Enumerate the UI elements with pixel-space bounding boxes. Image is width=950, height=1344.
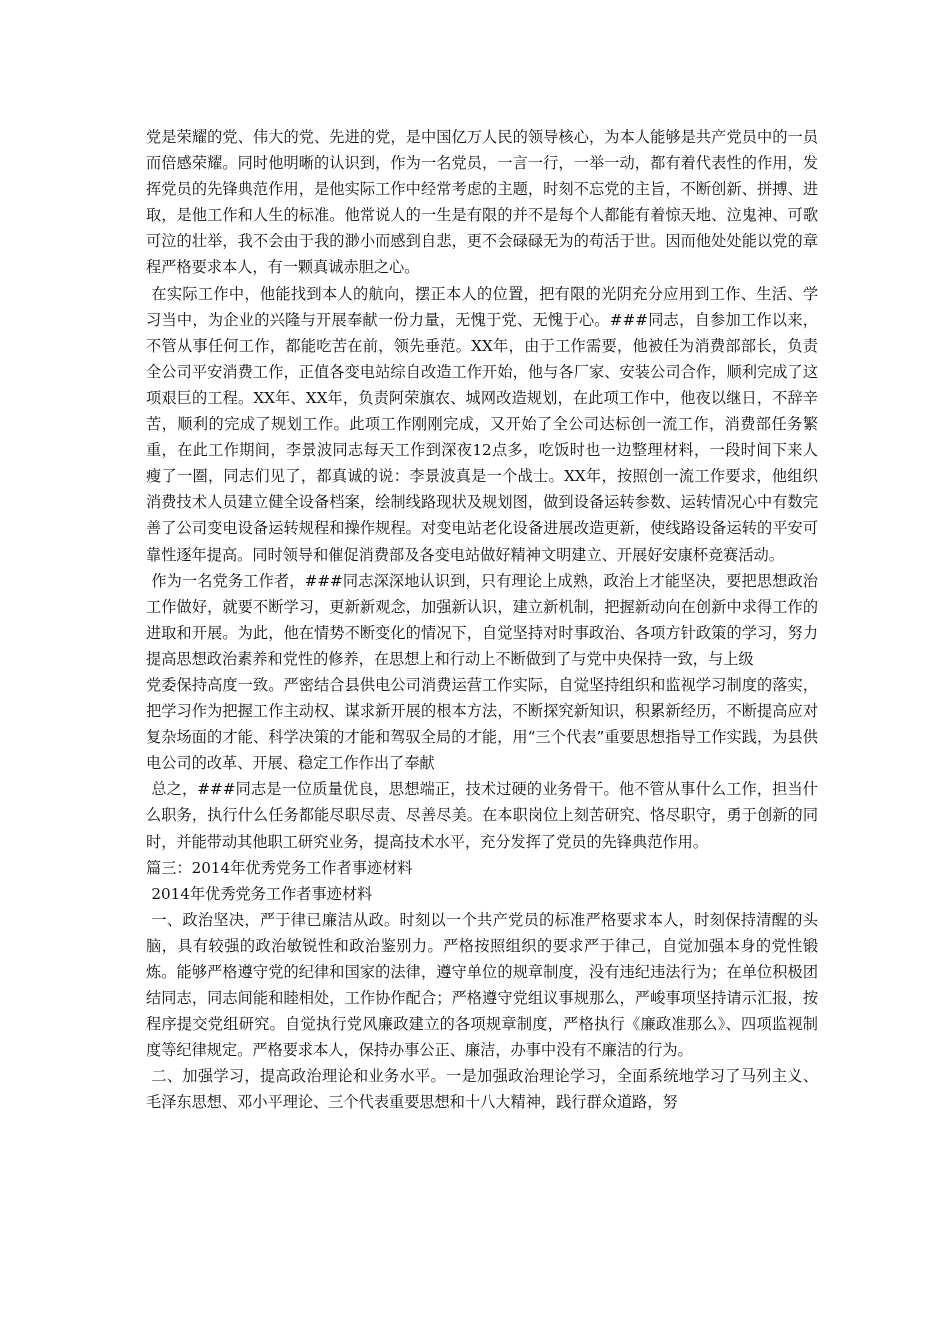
paragraph-point-two: 二、加强学习，提高政治理论和业务水平。一是加强政治理论学习，全面系统地学习了马列主义、毛泽东思想、邓小平理论、三个代表重要思想和十八大精神，践行群众道路，努	[146, 1067, 818, 1112]
paragraph-party-glory: 党是荣耀的党、伟大的党、先进的党，是中国亿万人民的领导核心，为本人能够是共产党员中的一员而倍感荣耀。同时他明晰的认识到，作为一名党员，一言一行，一举一动，都有着代表性的作用，发挥党员的先锋典范作用，是他实际工作中经常考虑的主题，时刻不忘党的主旨，不断创新、拼搏、进取，是他工作和人生的标准。他常说人的一生是有限的并不是每个人都能有着惊天地、泣鬼神、可歌可泣的壮举，我不会由于我的渺小而感到自悲，更不会碌碌无为的苟活于世。因而他处处能以党的章程严格要求本人，有一颗真诚赤胆之心。	[146, 128, 818, 277]
paragraph-party-worker: 作为一名党务工作者，###同志深深地认识到，只有理论上成熟，政治上才能坚决，要把思想政治工作做好，就要不断学习，更新新观念，加强新认识，建立新机制，把握新动向在创新中求得工作的进取和开展。为此，他在情势不断变化的情况下，自觉坚持对时事政治、各项方针政策的学习，努力提高思想政治素养和党性的修养，在思想上和行动上不断做到了与党中央保持一致，与上级	[146, 571, 818, 668]
document-subtitle: 2014年优秀党务工作者事迹材料	[151, 884, 373, 903]
document-page	[146, 124, 818, 1116]
section-title: 篇三：2014年优秀党务工作者事迹材料	[146, 858, 413, 877]
paragraph-point-one: 一、政治坚决，严于律已廉洁从政。时刻以一个共产党员的标准严格要求本人，时刻保持清醒的头脑，具有较强的政治敏锐性和政治鉴别力。严格按照组织的要求严于律己，自觉加强本身的党性锻炼。能够严格遵守党的纪律和国家的法律，遵守单位的规章制度，没有违纪违法行为；在单位积极团结同志，同志间能和睦相处，工作协作配合；严格遵守党组议事规那么，严峻事项坚持请示汇报，按程序提交党组研究。自觉执行党风廉政建立的各项规章制度，严格执行《廉政准那么》、四项监视制度等纪律规定。严格要求本人，保持办事公正、廉洁，办事中没有不廉洁的行为。	[146, 910, 818, 1060]
paragraph-work-practice: 在实际工作中，他能找到本人的航向，摆正本人的位置，把有限的光阴充分应用到工作、生活、学习当中，为企业的兴隆与开展奉献一份力量，无愧于党、无愧于心。###同志，自参加工作以来，不管从事任何工作，都能吃苦在前，领先垂范。XX年，由于工作需要，他被任为消费部部长，负责全公司平安消费工作，正值各变电站综自改造工作开始，他与各厂家、安装公司合作，顺利完成了这项艰巨的工程。XX年、XX年，负责阿荣旗农、城网改造规划，在此项工作中，他夜以继日，不辞辛苦，顺利的完成了规划工作。此项工作刚刚完成，又开始了全公司达标创一流工作，消费部任务繁重，在此工作期间，李景波同志每天工作到深夜12点多，吃饭时也一边整理材料，一段时间下来人瘦了一圈，同志们见了，都真诚的说：李景波真是一个战士。XX年，按照创一流工作要求，他组织消费技术人员建立健全设备档案，绘制线路现状及规划图，做到设备运转参数、运转情况心中有数完善了公司变电设备运转规程和操作规程。对变电站老化设备进展改造更新，使线路设备运转的平安可靠性逐年提高。同时领导和催促消费部及各变电站做好精神文明建立、开展好安康杯竞赛活动。	[146, 284, 818, 564]
paragraph-summary: 总之，###同志是一位质量优良，思想端正，技术过硬的业务骨干。他不管从事什么工作，担当什么职务，执行什么任务都能尽职尽责、尽善尽美。在本职岗位上刻苦研究、恪尽职守，勇于创新的同时，并能带动其他职工研究业务，提高技术水平，充分发挥了党员的先锋典范作用。	[146, 780, 818, 851]
paragraph-party-committee: 党委保持高度一致。严密结合县供电公司消费运营工作实际，自觉坚持组织和监视学习制度的落实，把学习作为把握工作主动权、谋求新开展的根本方法，不断探究新知识，积累新经历，不断提高应对复杂场面的才能、科学决策的才能和驾驭全局的才能，用“三个代表”重要思想指导工作实践，为县供电公司的改革、开展、稳定工作作出了奉献	[146, 675, 818, 773]
